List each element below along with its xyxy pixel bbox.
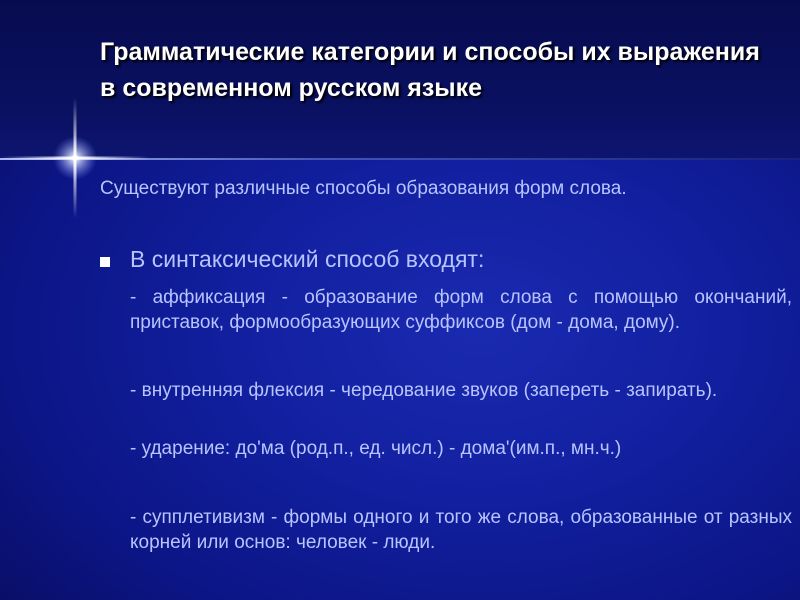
slide-title: Грамматические категории и способы их выражения в современном русском языке [100,38,760,102]
paragraph-stress: - ударение: до'ма (род.п., ед. числ.) - дома'(им.п., мн.ч.) [130,438,622,459]
paragraph-affixation: - аффиксация - образование форм слова с помощью окончаний, приставок, формообразующих суффиксов (дом - дома, дому). [130,287,792,333]
paragraph-internal-inflection: - внутренняя флексия - чередование звуков (запереть - запирать). [130,380,718,401]
bullet-heading: В синтаксический способ входят: [130,246,485,272]
intro-text: Существуют различные способы образования форм слова. [100,178,627,199]
paragraph-suppletivism: - супплетивизм - формы одного и того же слова, образованные от разных корней или основ: человек - люди. [130,507,792,553]
bullet-square-icon [100,257,110,267]
